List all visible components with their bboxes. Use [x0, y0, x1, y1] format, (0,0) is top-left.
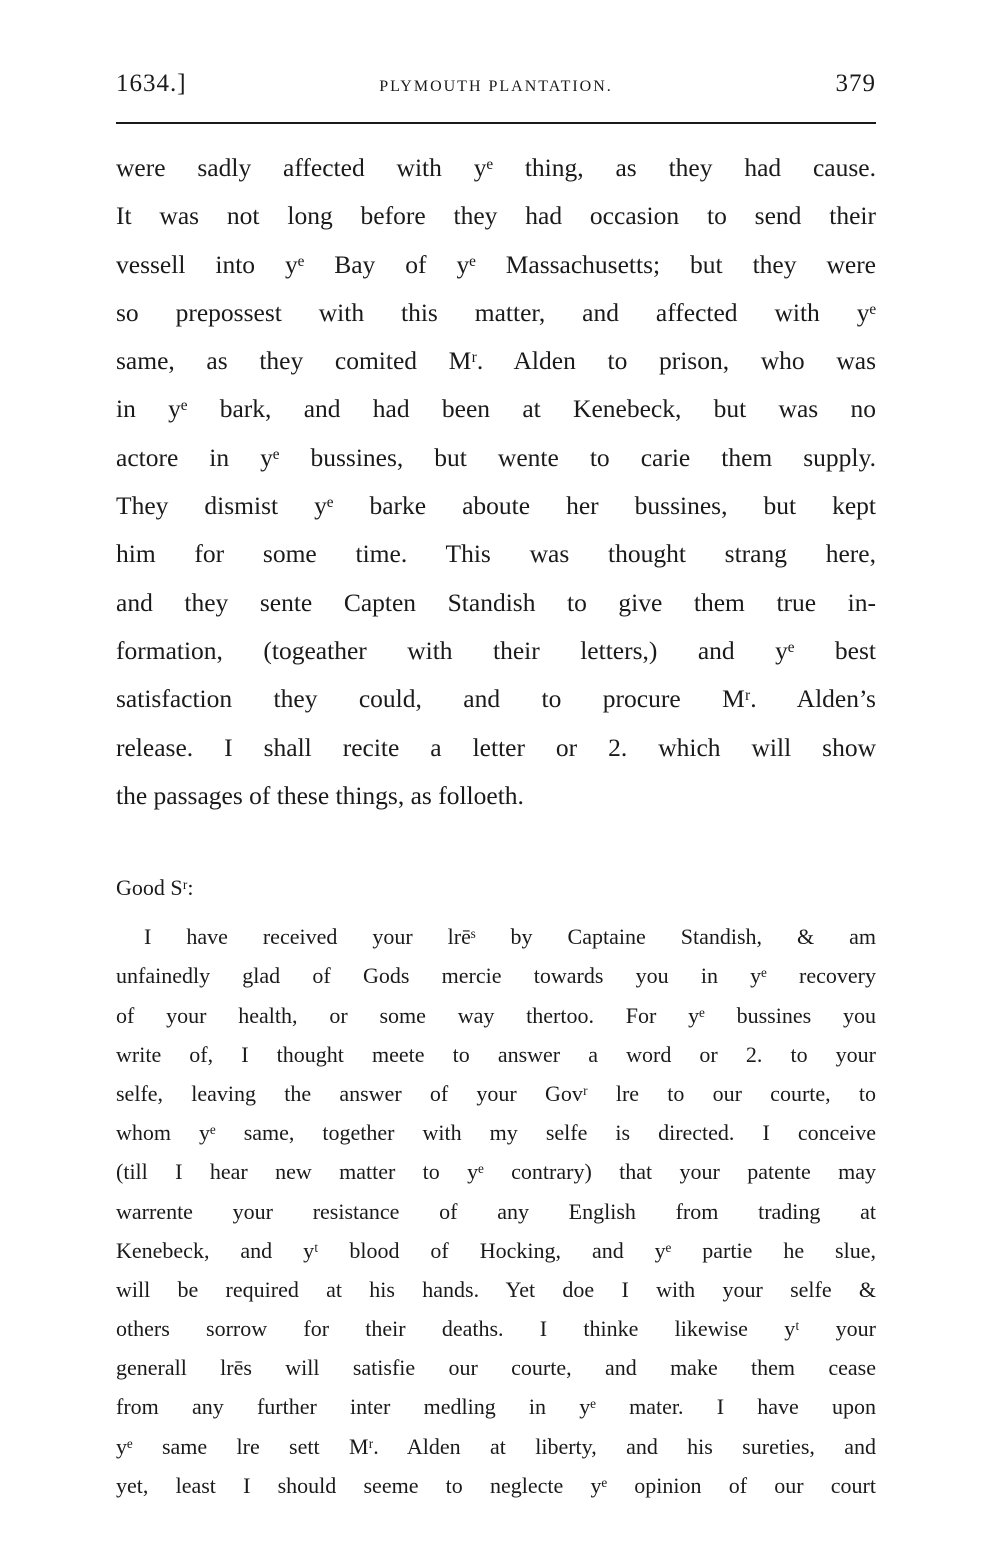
letter-line: from any further inter medling in yᵉ mater. I have upon: [116, 1394, 876, 1420]
letter-line: warrente your resistance of any English from trading at: [116, 1198, 876, 1224]
letter-salutation: Good Sʳ:: [116, 875, 194, 900]
header-rule: [116, 122, 876, 124]
text-line: were sadly affected with yᵉ thing, as they had cause.: [116, 153, 876, 182]
text-line: in yᵉ bark, and had been at Kenebeck, but was no: [116, 394, 876, 424]
letter-line: yᵉ same lre sett Mʳ. Alden at liberty, and his sureties, and: [116, 1433, 876, 1459]
text-line: same, as they comited Mʳ. Alden to prison, who was: [116, 346, 876, 376]
main-text: [116, 144, 876, 820]
text-line: It was not long before they had occasion to send their: [116, 201, 876, 231]
running-header: [116, 70, 876, 110]
letter-line: yet, least I should seeme to neglecte yᵉ opinion of our court: [116, 1472, 876, 1498]
letter-line: (till I hear new matter to yᵉ contrary) that your patente may: [116, 1159, 876, 1185]
header-year: 1634.]: [116, 70, 187, 97]
header-title: PLYMOUTH PLANTATION.: [379, 78, 613, 95]
text-line: release. I shall recite a letter or 2. which will show: [116, 732, 876, 762]
letter-line: write of, I thought meete to answer a word or 2. to your: [116, 1041, 876, 1067]
text-line: and they sente Capten Standish to give them true in-: [116, 587, 876, 617]
letter-line: generall lrēs will satisfie our courte, and make them cease: [116, 1355, 876, 1381]
letter-line: whom yᵉ same, together with my selfe is directed. I conceive: [116, 1120, 876, 1146]
letter-line: will be required at his hands. Yet doe I with your selfe &: [116, 1276, 876, 1302]
text-line: him for some time. This was thought strang here,: [116, 539, 876, 569]
page-number: 379: [835, 70, 876, 97]
text-line: actore in yᵉ bussines, but wente to carie them supply.: [116, 442, 876, 472]
letter-text: [116, 868, 876, 1505]
text-line-last: the passages of these things, as folloeth.: [116, 780, 524, 810]
letter-line: selfe, leaving the answer of your Govʳ lre to our courte, to: [116, 1080, 876, 1106]
letter-line: Kenebeck, and yᵗ blood of Hocking, and yᵉ partie he slue,: [116, 1237, 876, 1263]
letter-line: I have received your lrēˢ by Captaine Standish, & am: [144, 924, 876, 950]
letter-line: others sorrow for their deaths. I thinke likewise yᵗ your: [116, 1316, 876, 1342]
text-line: formation, (togeather with their letters,) and yᵉ best: [116, 635, 876, 665]
letter-line: unfainedly glad of Gods mercie towards you in yᵉ recovery: [116, 963, 876, 989]
letter-line: of your health, or some way thertoo. For yᵉ bussines you: [116, 1002, 876, 1028]
text-line: vessell into yᵉ Bay of yᵉ Massachusetts; but they were: [116, 249, 876, 279]
text-line: They dismist yᵉ barke aboute her bussines, but kept: [116, 491, 876, 521]
text-line: so prepossest with this matter, and affected with yᵉ: [116, 297, 876, 327]
text-line: satisfaction they could, and to procure Mʳ. Alden’s: [116, 684, 876, 714]
